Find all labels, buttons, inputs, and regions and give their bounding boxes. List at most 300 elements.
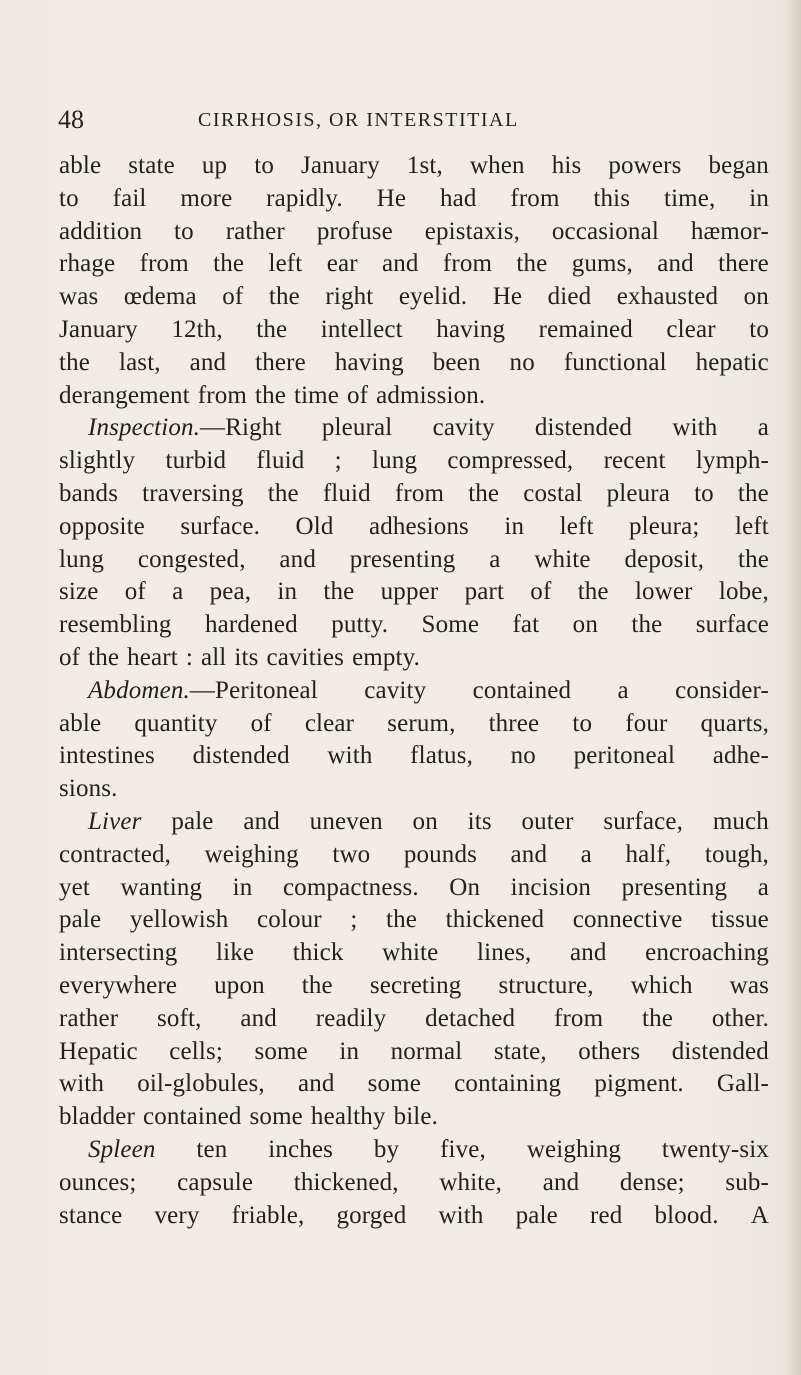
- word: slightly: [59, 447, 136, 475]
- word: Some: [421, 611, 480, 639]
- word: fluid: [256, 447, 305, 475]
- word: to: [572, 709, 593, 737]
- word: of: [59, 643, 81, 671]
- word: remained: [538, 315, 633, 343]
- text-line: [59, 642, 769, 675]
- italic-heading: Abdomen.: [88, 676, 190, 704]
- word: the: [577, 578, 609, 606]
- word: been: [432, 348, 481, 376]
- word: deposit,: [624, 545, 705, 573]
- word: upon: [214, 971, 265, 999]
- word: having: [334, 348, 404, 376]
- text-line: [59, 740, 769, 773]
- word: distended: [671, 1037, 769, 1065]
- word: friable,: [231, 1201, 305, 1229]
- text-line: [59, 511, 769, 544]
- text-line: [59, 248, 769, 281]
- word: recent: [603, 447, 666, 475]
- word: the: [516, 250, 548, 278]
- word: adhe-: [712, 742, 769, 770]
- word: epistaxis,: [424, 217, 520, 245]
- word: thickened,: [293, 1168, 399, 1196]
- word: half,: [625, 840, 672, 868]
- text-line: [59, 839, 769, 872]
- word: in: [749, 184, 769, 212]
- word: dense;: [619, 1168, 685, 1196]
- word: in: [232, 873, 253, 901]
- word: began: [708, 152, 769, 179]
- word: capsule: [177, 1168, 254, 1196]
- word: left: [734, 512, 769, 540]
- italic-heading: Spleen: [88, 1135, 156, 1163]
- word: from: [197, 381, 247, 409]
- word: in: [277, 578, 298, 606]
- word: the: [386, 906, 418, 934]
- word: cavity: [364, 676, 427, 704]
- word: part: [464, 578, 505, 606]
- word: pleura;: [629, 512, 700, 540]
- word: rather: [225, 217, 285, 245]
- word: no: [509, 348, 535, 376]
- word: peritoneal: [573, 742, 676, 770]
- text-line: [59, 1167, 769, 1200]
- word: a: [489, 545, 501, 573]
- word: hardened: [204, 611, 298, 639]
- word: the: [267, 479, 299, 507]
- word: on: [412, 807, 438, 835]
- word: contained: [472, 676, 572, 704]
- word: the: [323, 578, 355, 606]
- word: and: [240, 1004, 277, 1032]
- word: like: [216, 939, 255, 967]
- word: a: [580, 840, 592, 868]
- text-line: [59, 281, 769, 314]
- word: when: [469, 152, 525, 179]
- text-line: [59, 609, 769, 642]
- abdomen-paragraph-first-line: [59, 675, 769, 708]
- word: uneven: [309, 807, 383, 835]
- word: white,: [439, 1168, 503, 1196]
- word: powers: [608, 152, 682, 179]
- word: left: [559, 512, 594, 540]
- word: [88, 412, 282, 445]
- word: clear: [304, 709, 355, 737]
- text-line: [59, 380, 769, 413]
- word: fluid: [322, 479, 371, 507]
- word: surface.: [180, 512, 261, 540]
- word: pounds: [403, 840, 477, 868]
- word: tough,: [704, 840, 769, 868]
- word: bile.: [393, 1103, 439, 1131]
- word: blood.: [654, 1201, 719, 1229]
- word: of: [530, 578, 552, 606]
- word: three: [488, 709, 540, 737]
- text-line: [59, 970, 769, 1003]
- word: from: [553, 1004, 604, 1032]
- running-head: CIRRHOSIS, OR INTERSTITIAL: [198, 109, 519, 131]
- word: which: [630, 971, 693, 999]
- word: two: [332, 840, 371, 868]
- word: yet: [59, 873, 90, 901]
- word: and: [510, 840, 548, 868]
- word: lung: [59, 545, 105, 573]
- word: rhage: [59, 250, 116, 278]
- word: the: [254, 381, 286, 409]
- word: contracted,: [59, 840, 172, 868]
- liver-paragraph-first-line: [59, 806, 769, 839]
- word: to: [254, 152, 274, 179]
- word: distended: [192, 742, 290, 770]
- word: presenting: [349, 545, 456, 573]
- word: stance: [59, 1201, 123, 1229]
- word: by: [373, 1135, 400, 1163]
- word: costal: [523, 479, 583, 507]
- word: to: [694, 479, 714, 507]
- word: contained: [143, 1103, 242, 1131]
- word: died: [547, 283, 592, 311]
- word: some: [249, 1103, 303, 1131]
- text-line: [59, 314, 769, 347]
- word: cavity: [432, 414, 495, 442]
- word: consider-: [675, 676, 769, 704]
- word: rather: [59, 1004, 119, 1032]
- word: ear: [326, 250, 358, 278]
- word: incision: [510, 873, 592, 901]
- word: with: [327, 742, 373, 770]
- word: and: [382, 250, 419, 278]
- word: lobe,: [718, 578, 769, 606]
- word: the: [631, 611, 663, 639]
- word: serum,: [387, 709, 456, 737]
- word: on: [743, 283, 769, 311]
- word: no: [510, 742, 536, 770]
- word: lower: [634, 578, 693, 606]
- word: pleura: [606, 479, 670, 507]
- word: weighing: [204, 840, 299, 868]
- word: Old: [295, 512, 334, 540]
- word: flatus,: [410, 742, 473, 770]
- word: in: [339, 1037, 360, 1065]
- text-line: [59, 347, 769, 380]
- word: of: [250, 709, 272, 737]
- word: bands: [59, 479, 119, 507]
- word: traversing: [142, 479, 244, 507]
- word: gums,: [571, 250, 633, 278]
- word: others: [578, 1037, 641, 1065]
- text-line: [59, 937, 769, 970]
- word: Gall-: [716, 1070, 769, 1098]
- word: sions.: [59, 775, 118, 803]
- word: [88, 1134, 156, 1167]
- word: cells;: [169, 1037, 223, 1065]
- word: the: [213, 250, 245, 278]
- word: was: [729, 971, 769, 999]
- word: secreting: [369, 971, 462, 999]
- word: there: [255, 348, 306, 376]
- word: the: [59, 348, 90, 376]
- word: outer: [521, 807, 574, 835]
- word: and: [542, 1168, 580, 1196]
- word: normal: [390, 1037, 463, 1065]
- text-line: [59, 1003, 769, 1036]
- word: surface: [695, 611, 769, 639]
- word: and: [297, 1070, 335, 1098]
- word: bladder: [59, 1103, 136, 1131]
- word: the: [737, 479, 769, 507]
- word: January: [301, 152, 380, 179]
- word: lung: [372, 447, 418, 475]
- word: size: [59, 578, 99, 606]
- word: and: [243, 807, 280, 835]
- inspection-paragraph-first-line: [59, 412, 769, 445]
- word: congested,: [137, 545, 246, 573]
- word: profuse: [316, 217, 393, 245]
- word: exhausted: [616, 283, 719, 311]
- word: soft,: [157, 1004, 202, 1032]
- word: rapidly.: [266, 184, 343, 212]
- word: very: [154, 1201, 200, 1229]
- word: January: [59, 315, 138, 343]
- word: five,: [440, 1135, 486, 1163]
- word: the: [301, 971, 333, 999]
- word: ;: [334, 447, 342, 475]
- italic-heading: Liver: [88, 807, 142, 835]
- word: from: [139, 250, 189, 278]
- word: much: [712, 807, 769, 835]
- word: pleural: [321, 414, 393, 442]
- word: state: [128, 152, 175, 179]
- word: oil-globules,: [137, 1070, 265, 1098]
- word: to: [749, 315, 769, 343]
- text-line: [59, 544, 769, 577]
- word: having: [436, 315, 506, 343]
- word: thick: [292, 939, 344, 967]
- word: tissue: [711, 906, 769, 934]
- word: and: [279, 545, 316, 573]
- word: and: [570, 939, 607, 967]
- word: admission.: [376, 381, 486, 409]
- text-line: [59, 1200, 769, 1233]
- word: left: [268, 250, 303, 278]
- word: and: [657, 250, 694, 278]
- text-line: [59, 904, 769, 937]
- page-number: 48: [58, 105, 84, 134]
- word: his: [551, 152, 582, 179]
- word: the: [737, 545, 769, 573]
- word: twenty-six: [661, 1135, 769, 1163]
- word: wanting: [120, 873, 203, 901]
- word: pale: [171, 807, 214, 835]
- word: Hepatic: [59, 1037, 138, 1065]
- word: was: [59, 283, 99, 311]
- word: white: [382, 939, 439, 967]
- word: from: [510, 184, 560, 212]
- word: a: [617, 676, 629, 704]
- word: a: [172, 578, 184, 606]
- heading-rest: —Peritoneal: [189, 676, 318, 704]
- word: the: [256, 315, 288, 343]
- text-line: [59, 183, 769, 216]
- word: detached: [425, 1004, 516, 1032]
- word: fail: [112, 184, 147, 212]
- word: four: [625, 709, 668, 737]
- word: of: [222, 283, 244, 311]
- text-line: [59, 216, 769, 249]
- word: a: [757, 873, 769, 901]
- word: time,: [663, 184, 716, 212]
- word: with: [438, 1201, 484, 1229]
- word: pale: [515, 1201, 558, 1229]
- word: to: [59, 184, 79, 212]
- italic-heading: Inspection.: [88, 414, 201, 442]
- word: to: [174, 217, 194, 245]
- word: this: [593, 184, 631, 212]
- word: intellect: [320, 315, 403, 343]
- word: pea,: [209, 578, 252, 606]
- text-line: [59, 445, 769, 478]
- word: other.: [711, 1004, 769, 1032]
- word: fat: [512, 611, 540, 639]
- word: in: [504, 512, 525, 540]
- word: opposite: [59, 512, 145, 540]
- word: readily: [315, 1004, 387, 1032]
- word: He: [492, 283, 523, 311]
- word: from: [442, 250, 493, 278]
- text-line: [59, 773, 769, 806]
- word: 12th,: [171, 315, 223, 343]
- word: encroaching: [645, 939, 769, 967]
- word: heart: [127, 643, 178, 671]
- word: with: [59, 1070, 105, 1098]
- text-line: [59, 478, 769, 511]
- word: thickened: [445, 906, 545, 934]
- word: œdema: [123, 283, 197, 311]
- word: state,: [493, 1037, 547, 1065]
- word: ;: [350, 906, 358, 934]
- word: some: [367, 1070, 422, 1098]
- word: 1st,: [406, 152, 443, 179]
- word: weighing: [526, 1135, 622, 1163]
- word: compactness.: [282, 873, 419, 901]
- word: derangement: [59, 381, 190, 409]
- word: ounces;: [59, 1168, 137, 1196]
- document-body: [59, 150, 769, 1232]
- word: intestines: [59, 742, 155, 770]
- word: last,: [118, 348, 161, 376]
- word: the: [642, 1004, 674, 1032]
- word: connective: [572, 906, 683, 934]
- word: there: [718, 250, 769, 278]
- word: putty.: [331, 611, 389, 639]
- word: structure,: [498, 971, 594, 999]
- text-line: [59, 576, 769, 609]
- word: On: [449, 873, 481, 901]
- word: upper: [380, 578, 439, 606]
- word: quantity: [134, 709, 218, 737]
- word: gorged: [336, 1201, 407, 1229]
- word: of: [124, 578, 146, 606]
- word: everywhere: [59, 971, 178, 999]
- text-line: [59, 150, 769, 183]
- word: containing: [454, 1070, 562, 1098]
- word: distended: [534, 414, 633, 442]
- word: the: [268, 283, 300, 311]
- word: cavities: [266, 643, 345, 671]
- word: able: [59, 152, 102, 179]
- word: [88, 806, 142, 839]
- word: a: [757, 414, 769, 442]
- word: some: [254, 1037, 308, 1065]
- word: its: [467, 807, 492, 835]
- word: functional: [563, 348, 667, 376]
- word: sub-: [725, 1168, 769, 1196]
- word: from: [394, 479, 445, 507]
- word: time: [293, 381, 340, 409]
- word: its: [234, 643, 259, 671]
- word: :: [185, 643, 193, 671]
- word: presenting: [621, 873, 728, 901]
- word: healthy: [310, 1103, 386, 1131]
- word: lymph-: [695, 447, 769, 475]
- word: resembling: [59, 611, 172, 639]
- word: intersecting: [59, 939, 178, 967]
- word: clear: [666, 315, 716, 343]
- word: quarts,: [700, 709, 769, 737]
- word: right: [325, 283, 374, 311]
- word: on: [572, 611, 598, 639]
- word: the: [468, 479, 500, 507]
- word: up: [201, 152, 228, 179]
- word: hæmor-: [690, 217, 769, 245]
- word: hepatic: [695, 348, 769, 376]
- word: eyelid.: [398, 283, 468, 311]
- word: inches: [268, 1135, 334, 1163]
- word: A: [750, 1201, 769, 1229]
- word: yellowish: [129, 906, 229, 934]
- word: ten: [196, 1135, 228, 1163]
- word: of: [347, 381, 369, 409]
- word: had: [439, 184, 477, 212]
- page-header: [58, 103, 748, 137]
- text-line: [59, 708, 769, 741]
- text-line: [59, 1101, 769, 1134]
- word: turbid: [165, 447, 227, 475]
- word: pigment.: [594, 1070, 684, 1098]
- text-line: [59, 1068, 769, 1101]
- word: red: [590, 1201, 623, 1229]
- word: empty.: [352, 643, 421, 671]
- word: the: [88, 643, 120, 671]
- heading-rest: —Right: [200, 414, 282, 442]
- word: occasional: [551, 217, 659, 245]
- word: adhesions: [368, 512, 469, 540]
- word: able: [59, 709, 102, 737]
- word: surface,: [603, 807, 684, 835]
- word: lines,: [477, 939, 532, 967]
- word: with: [672, 414, 718, 442]
- word: [88, 675, 318, 708]
- word: He: [376, 184, 407, 212]
- page-edge-shadow: [785, 0, 801, 1375]
- word: colour: [256, 906, 322, 934]
- word: white: [534, 545, 591, 573]
- word: compressed,: [447, 447, 574, 475]
- text-line: [59, 872, 769, 905]
- word: and: [189, 348, 227, 376]
- word: all: [200, 643, 227, 671]
- word: pale: [59, 906, 102, 934]
- word: more: [180, 184, 233, 212]
